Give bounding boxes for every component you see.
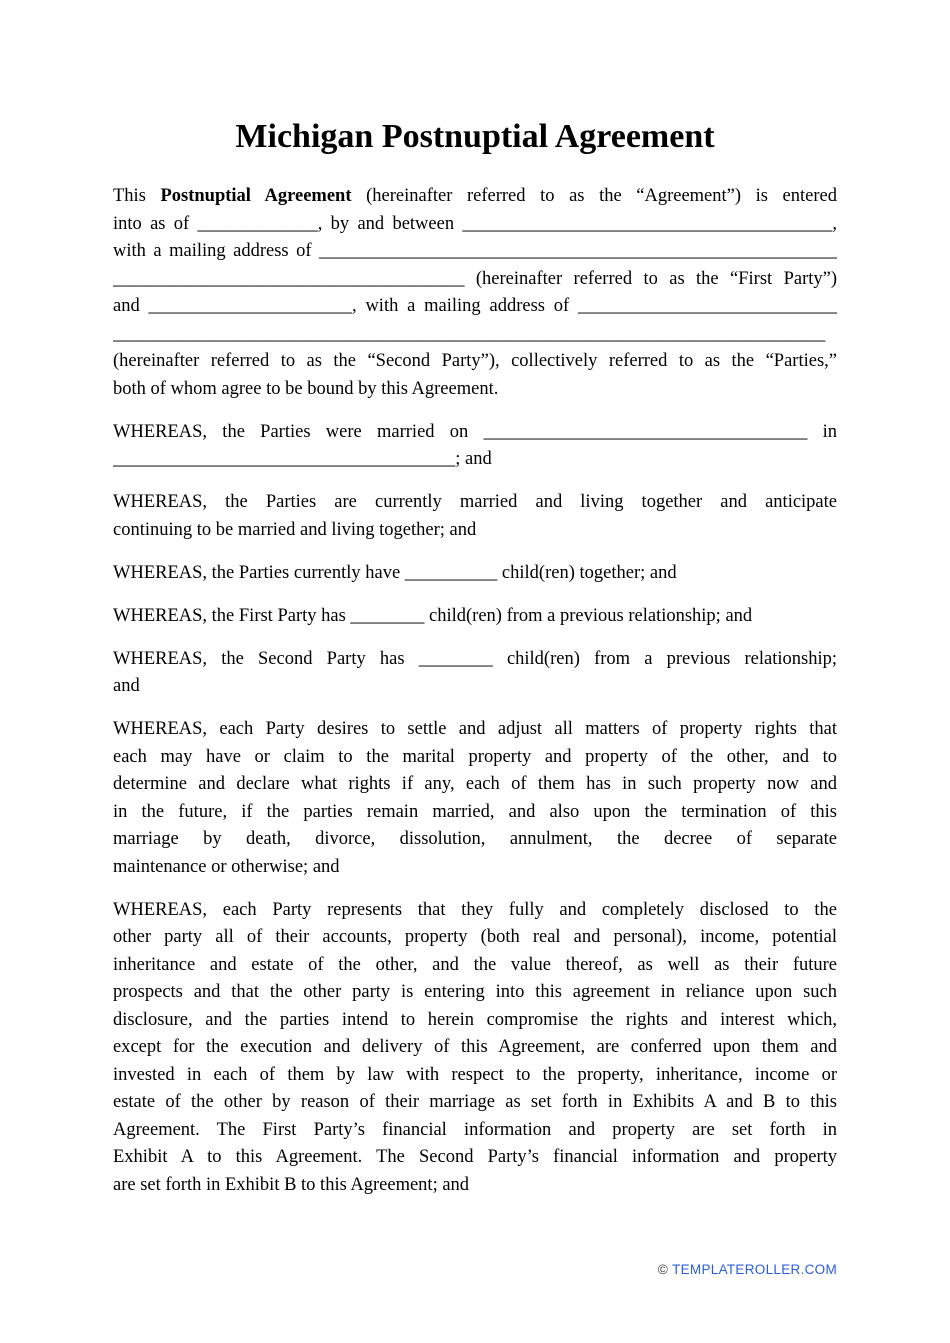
doc-line: continuing to be married and living together; and [113, 519, 477, 540]
doc-line: determine and declare what rights if any, each of them has in such property now and [113, 774, 837, 794]
doc-line: WHEREAS, the First Party has ________ child(ren) from a previous relationship; and [113, 605, 753, 626]
paragraph-whereas-currently-married [113, 489, 837, 544]
paragraph-whereas-disclosure [113, 897, 837, 1200]
footer [658, 1262, 837, 1277]
intro-lead-text: This [113, 186, 161, 206]
doc-line: Exhibit A to this Agreement. The Second Party’s financial information and property [113, 1147, 837, 1167]
doc-line: WHEREAS, each Party represents that they fully and completely disclosed to the [113, 899, 837, 920]
doc-line: WHEREAS, the Parties currently have __________ child(ren) together; and [113, 562, 677, 583]
doc-line: _____________________________________________________________________________ [113, 323, 826, 344]
doc-line: except for the execution and delivery of this Agreement, are conferred upon them and [113, 1037, 837, 1057]
doc-line: and [113, 676, 140, 696]
doc-line: in the future, if the parties remain married, and also upon the termination of this [113, 801, 837, 822]
doc-line: estate of the other by reason of their marriage as set forth in Exhibits A and B to this [113, 1092, 837, 1112]
paragraph-whereas-children-together [113, 560, 837, 588]
doc-line: each may have or claim to the marital property and property of the other, and to [113, 746, 837, 767]
doc-line: marriage by death, divorce, dissolution, annulment, the decree of separate [113, 829, 837, 849]
doc-line: with a mailing address of ________________________________________________________ [113, 241, 837, 261]
doc-line: other party all of their accounts, property (both real and personal), income, potential [113, 927, 837, 947]
paragraph-whereas-married-on [113, 419, 837, 474]
copyright-symbol: © [657, 1262, 669, 1277]
paragraph-intro [113, 183, 837, 403]
doc-line: WHEREAS, the Parties were married on ___________________________________ in [113, 421, 837, 442]
doc-line [113, 183, 837, 211]
templateroller-link[interactable]: TEMPLATEROLLER.COM [672, 1262, 837, 1277]
doc-line: WHEREAS, the Second Party has ________ child(ren) from a previous relationship; [113, 648, 837, 669]
paragraph-whereas-second-party-children [113, 646, 837, 701]
doc-line: Agreement. The First Party’s financial information and property are set forth in [113, 1119, 837, 1140]
doc-line: ______________________________________ (hereinafter referred to as the “First Party”) [113, 268, 837, 289]
doc-line: both of whom agree to be bound by this Agreement. [113, 378, 499, 399]
doc-line: (hereinafter referred to as the “Second Party”), collectively referred to as the “Parties,” [113, 351, 837, 371]
doc-line: invested in each of them by law with respect to the property, inheritance, income or [113, 1064, 837, 1085]
page-title: Michigan Postnuptial Agreement [235, 118, 715, 155]
doc-line: maintenance or otherwise; and [113, 856, 340, 877]
doc-line: WHEREAS, the Parties are currently married and living together and anticipate [113, 492, 837, 512]
intro-rest-text: (hereinafter referred to as the “Agreement”) is entered [351, 186, 837, 206]
paragraph-whereas-first-party-children [113, 603, 837, 631]
doc-line: inheritance and estate of the other, and the value thereof, as well as their future [113, 954, 837, 975]
doc-line: into as of _____________, by and between ________________________________________, [113, 213, 837, 234]
doc-line: _____________________________________; and [113, 449, 492, 469]
paragraph-whereas-property-rights [113, 716, 837, 881]
doc-line: WHEREAS, each Party desires to settle and adjust all matters of property rights that [113, 719, 837, 739]
doc-line: are set forth in Exhibit B to this Agreement; and [113, 1174, 470, 1195]
doc-line: prospects and that the other party is entering into this agreement in reliance upon such [113, 982, 837, 1002]
doc-line: disclosure, and the parties intend to herein compromise the rights and interest which, [113, 1009, 837, 1030]
doc-line: and ______________________, with a mailing address of ____________________________ [113, 296, 837, 316]
postnuptial-agreement-term: Postnuptial Agreement [160, 186, 352, 206]
